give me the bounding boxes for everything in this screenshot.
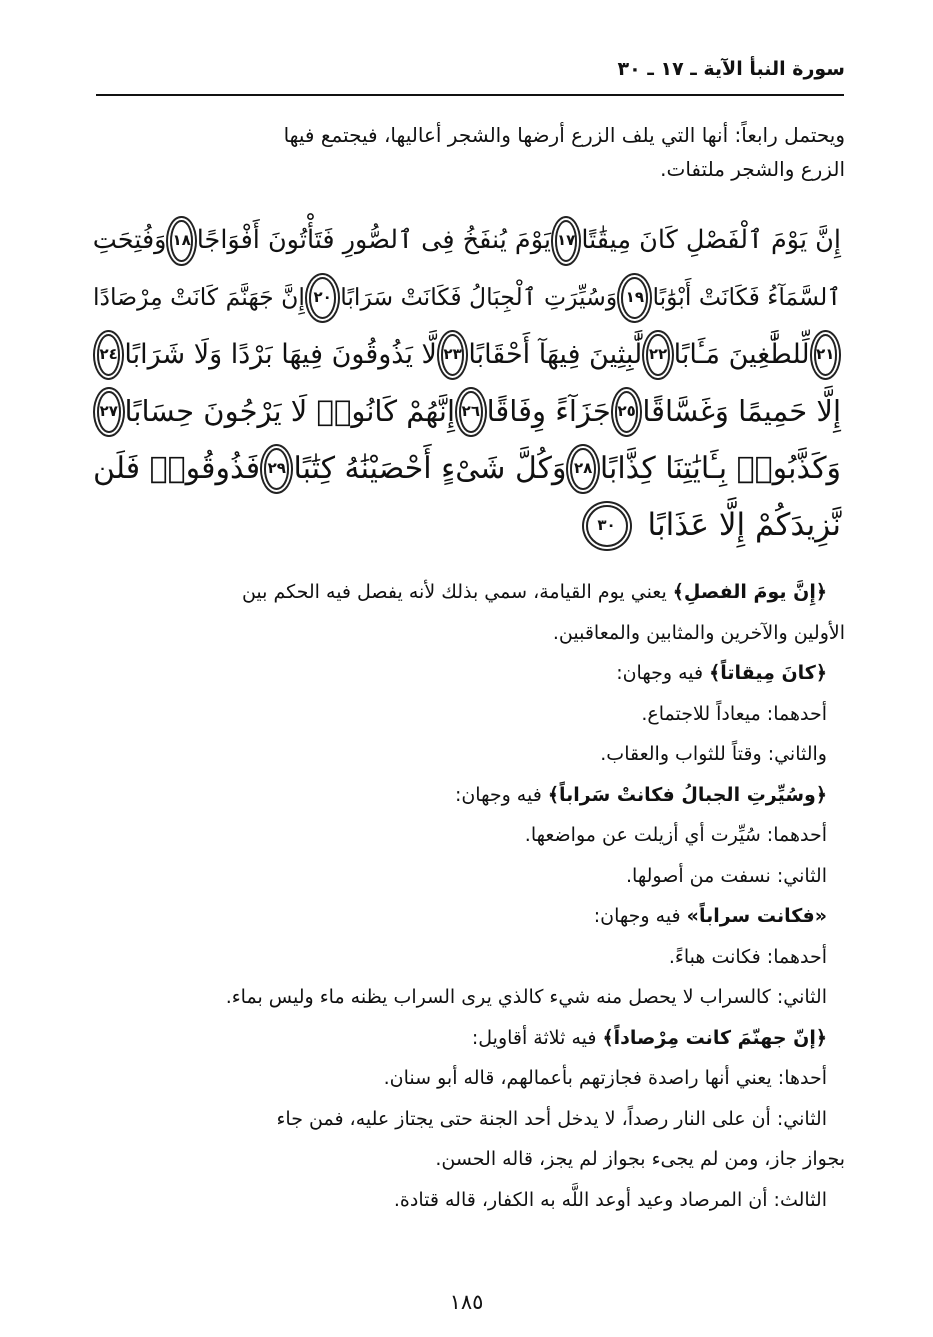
- verse-number-marker: ٢٤: [97, 334, 120, 376]
- commentary-line: [85, 653, 845, 694]
- verse-line: [93, 326, 841, 383]
- page-number: ١٨٥: [449, 1290, 484, 1314]
- commentary-line: [85, 977, 845, 1018]
- verse-text: جَزَآءً وِفَاقًا: [486, 394, 611, 428]
- verse-text: وَكَذَّبُوا۟ بِـَٔايَٰتِنَا كِذَّابًا: [599, 451, 841, 486]
- verse-text: فَذُوقُوا۟ فَلَن: [93, 451, 261, 486]
- quoted-phrase: «فكانت سراباً»: [686, 905, 827, 927]
- verse-line: [93, 497, 841, 554]
- commentary-text: فيه وجهان:: [616, 662, 710, 684]
- intro-line-1: ويحتمل رابعاً: أنها التي يلف الزرع أرضها والشجر أعاليها، فيجتمع فيها: [283, 123, 845, 147]
- quoted-phrase: ﴿كانَ مِيقاتاً﴾: [709, 662, 827, 684]
- commentary-line: [85, 1180, 845, 1221]
- verse-number-marker: ١٨: [170, 220, 192, 262]
- verse-text: يَوْمَ يُنفَخُ فِى ٱلصُّورِ فَتَأْتُونَ أَفْوَاجًا: [196, 225, 551, 255]
- verse-number-marker: ٢٩: [264, 448, 289, 490]
- verse-number-marker: ١٧: [555, 220, 577, 262]
- verse-number-marker: ٢٥: [615, 391, 639, 433]
- commentary-text: الثاني: أن على النار رصداً، لا يدخل أحد الجنة حتى يجتاز عليه، فمن جاء: [276, 1107, 827, 1130]
- commentary-text: الثاني: نسفت من أصولها.: [626, 864, 827, 887]
- commentary-line: [85, 694, 845, 735]
- verse-number-marker: ١٩: [621, 277, 648, 319]
- intro-line-2: الزرع والشجر ملتفات.: [660, 157, 845, 181]
- verse-number-marker: ٢٢: [646, 334, 669, 376]
- verse-number-marker: ٢٨: [570, 448, 595, 490]
- verse-text: لَّٰبِثِينَ فِيهَآ أَحْقَابًا: [468, 339, 643, 370]
- verse-number-marker: ٢٠: [309, 277, 336, 319]
- commentary-text: والثاني: وقتاً للثواب والعقاب.: [600, 743, 827, 765]
- commentary-line: [85, 1099, 845, 1140]
- commentary-line: [85, 775, 845, 816]
- commentary-text: فيه وجهان:: [593, 905, 687, 927]
- commentary-text: يعني يوم القيامة، سمي بذلك لأنه يفصل فيه الحكم بين: [241, 581, 673, 603]
- verse-number-marker: ٢٣: [441, 334, 464, 376]
- running-header: سورة النبأ الآية ـ ١٧ ـ ٣٠: [617, 58, 845, 80]
- commentary-text: أحدهما: فكانت هباءً.: [668, 945, 827, 968]
- verse-text: وَسُيِّرَتِ ٱلْجِبَالُ فَكَانَتْ سَرَابًا: [340, 283, 618, 311]
- verse-line: [93, 383, 841, 440]
- verse-text: وَكُلَّ شَىْءٍ أَحْصَيْنَٰهُ كِتَٰبًا: [293, 451, 567, 486]
- commentary-text: بجواز جاز، ومن لم يجىء بجواز لم يجز، قاله الحسن.: [435, 1148, 845, 1170]
- verse-text: لَّا يَذُوقُونَ فِيهَا بَرْدًا وَلَا شَرَابًا: [124, 339, 437, 370]
- verse-line: [93, 212, 841, 269]
- quran-verses-block: [93, 212, 841, 554]
- commentary-block: [85, 572, 845, 1220]
- commentary-text: أحدها: يعني أنها راصدة فجازتهم بأعمالهم، قاله أبو سنان.: [383, 1067, 827, 1089]
- verse-number-marker: ٣٠: [586, 505, 628, 547]
- commentary-text: الثاني: كالسراب لا يحصل منه شيء كالذي يرى السراب يظنه ماء وليس بماء.: [225, 986, 827, 1008]
- verse-text: لِّلطَّٰغِينَ مَـَٔابًا: [673, 339, 810, 370]
- verse-number-marker: ٢٧: [97, 391, 121, 433]
- commentary-text: أحدهما: ميعاداً للاجتماع.: [641, 702, 827, 725]
- commentary-line: [85, 937, 845, 978]
- verse-text: إِنَّ يَوْمَ ٱلْفَصْلِ كَانَ مِيقَٰتًا: [581, 225, 841, 255]
- verse-text: وَفُتِحَتِ: [92, 225, 167, 255]
- verse-number-marker: ٢١: [814, 334, 837, 376]
- verse-text: ٱلسَّمَآءُ فَكَانَتْ أَبْوَٰبًا: [652, 283, 841, 311]
- verse-text: إِنَّهُمْ كَانُوا۟ لَا يَرْجُونَ حِسَابًا: [124, 394, 456, 428]
- verse-number-marker: ٢٦: [459, 391, 483, 433]
- verse-line: [93, 269, 841, 326]
- commentary-line: [85, 815, 845, 856]
- quoted-phrase: ﴿إنّ جهنّمَ كانت مِرْصاداً﴾: [602, 1026, 827, 1049]
- commentary-line: [85, 734, 845, 775]
- commentary-line: [85, 856, 845, 897]
- commentary-line: [85, 613, 845, 654]
- verse-text: إِلَّا حَمِيمًا وَغَسَّاقًا: [642, 394, 841, 428]
- commentary-line: [85, 1058, 845, 1099]
- commentary-line: [85, 1139, 845, 1180]
- commentary-text: أحدهما: سُيِّرت أي أزيلت عن مواضعها.: [524, 824, 827, 846]
- commentary-text: فيه ثلاثة أقاويل:: [471, 1026, 603, 1049]
- verse-line: [93, 440, 841, 497]
- quoted-phrase: ﴿وسُيِّرتِ الجبالُ فكانتْ سَراباً﴾: [547, 783, 827, 806]
- verse-text: نَّزِيدَكُمْ إِلَّا عَذَابًا: [647, 507, 841, 543]
- commentary-line: [85, 572, 845, 613]
- commentary-line: [85, 896, 845, 937]
- commentary-text: فيه وجهان:: [454, 783, 548, 806]
- quoted-phrase: ﴿إِنَّ يومَ الفصلِ﴾: [672, 581, 827, 603]
- verse-text: إِنَّ جَهَنَّمَ كَانَتْ مِرْصَادًا: [93, 283, 305, 311]
- commentary-text: الثالث: أن المرصاد وعيد أوعد اللَّه به الكفار، قاله قتادة.: [393, 1188, 827, 1211]
- header-rule: [96, 94, 844, 96]
- commentary-text: الأولين والآخرين والمثابين والمعاقبين.: [552, 621, 845, 644]
- intro-paragraph: [97, 118, 845, 186]
- commentary-line: [85, 1018, 845, 1059]
